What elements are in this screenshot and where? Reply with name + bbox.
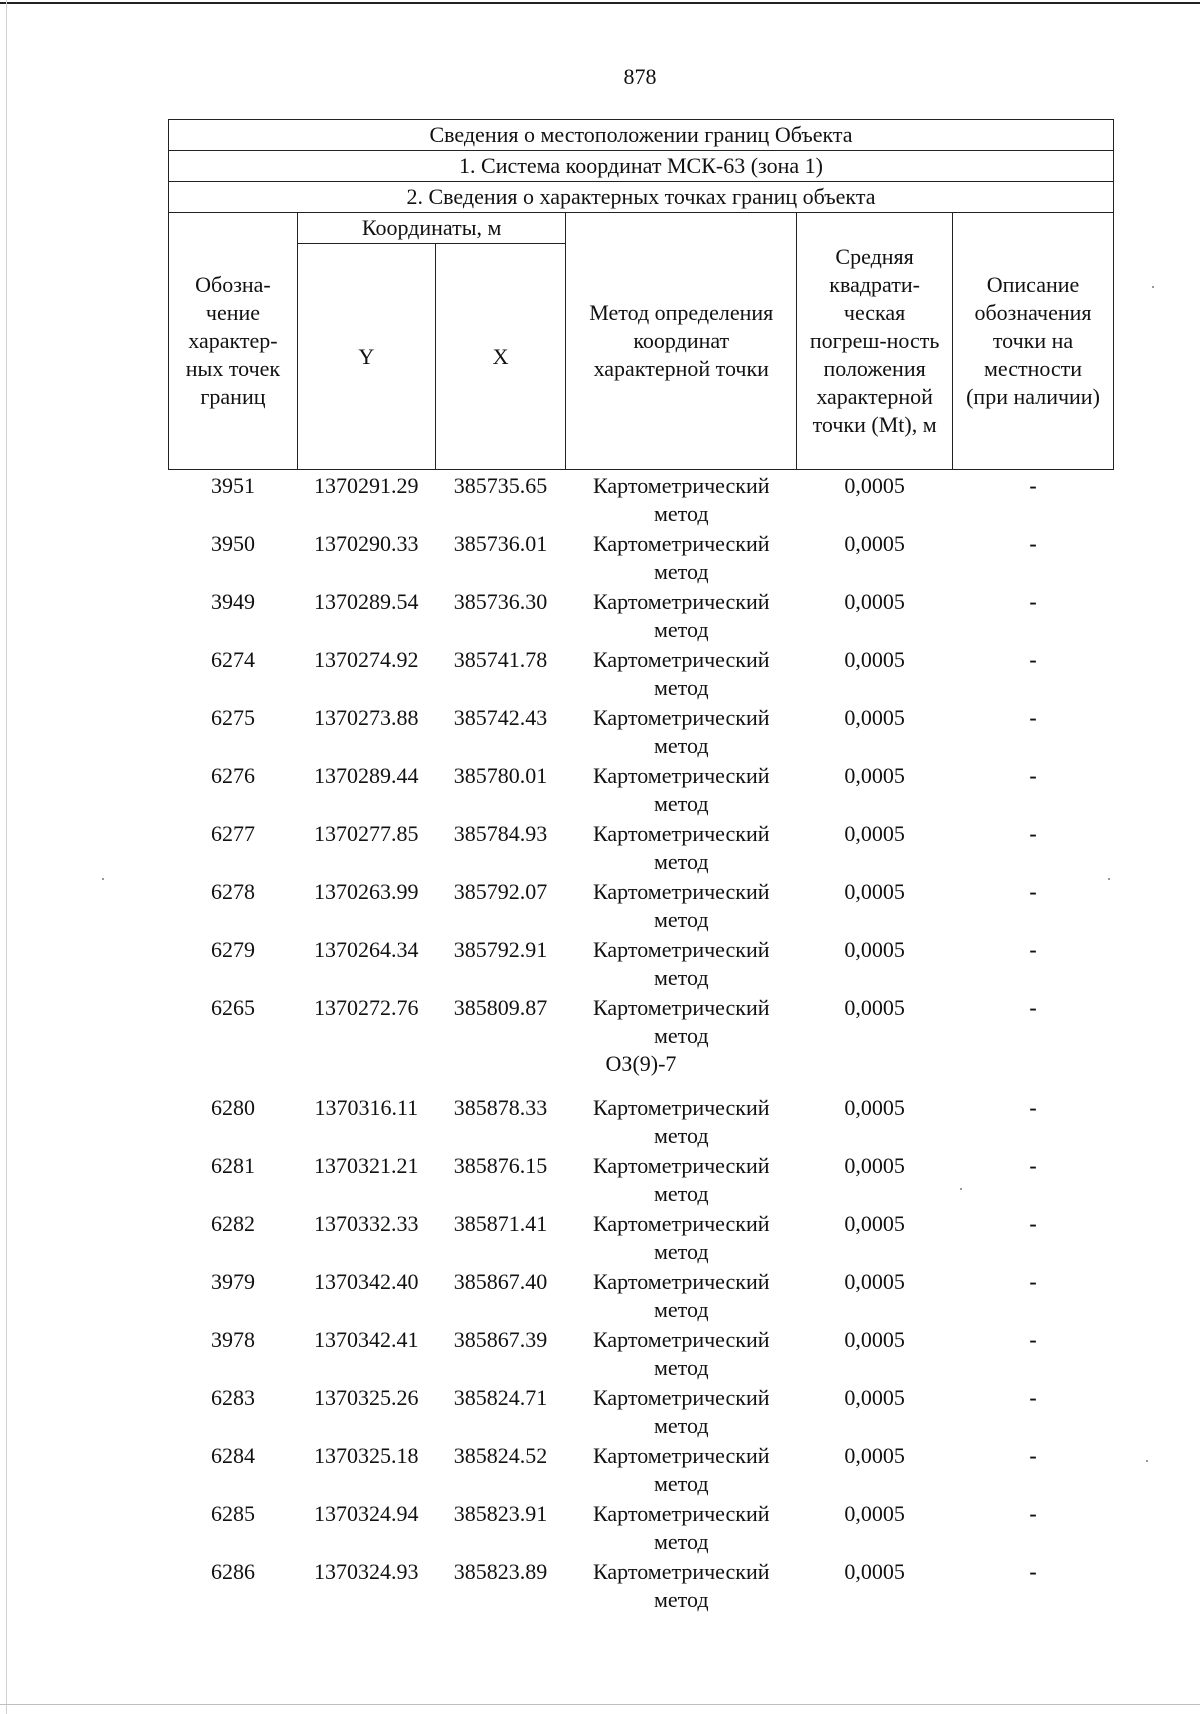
description-cell	[953, 1556, 1114, 1614]
error-cell-text: 0,0005	[844, 1269, 905, 1294]
header-error	[797, 213, 953, 470]
method-cell	[566, 644, 797, 702]
description-cell-text: -	[1029, 763, 1037, 788]
error-cell-text: 0,0005	[844, 1153, 905, 1178]
coord-x-cell	[435, 644, 566, 702]
error-cell	[797, 1092, 953, 1150]
coord-x-cell-text: 385784.93	[453, 821, 548, 846]
coord-y-cell	[297, 586, 435, 644]
coord-x-cell	[435, 1382, 566, 1440]
scan-left-edge	[6, 0, 7, 1714]
coord-y-cell-text: 1370272.76	[314, 995, 419, 1020]
error-cell	[797, 992, 953, 1050]
point-id-cell	[169, 644, 298, 702]
description-cell	[953, 1092, 1114, 1150]
description-cell	[953, 1498, 1114, 1556]
table-row	[169, 1092, 1114, 1150]
coord-y-cell	[297, 1208, 435, 1266]
table-row	[169, 876, 1114, 934]
method-cell-text: Картометрический метод	[593, 1385, 770, 1438]
header-description-text: Описание обозначения точки на местности (при наличии)	[966, 272, 1100, 409]
method-cell	[566, 1150, 797, 1208]
point-id-cell-text: 6280	[210, 1095, 255, 1120]
point-id-cell-text: 3949	[210, 589, 255, 614]
method-cell	[566, 1092, 797, 1150]
error-cell	[797, 934, 953, 992]
description-cell	[953, 1208, 1114, 1266]
method-cell	[566, 528, 797, 586]
coord-y-cell	[297, 528, 435, 586]
table-row	[169, 1150, 1114, 1208]
method-cell-text: Картометрический метод	[593, 1501, 770, 1554]
coord-x-cell-text: 385792.91	[453, 937, 548, 962]
scan-speck	[1108, 878, 1110, 880]
table-row	[169, 760, 1114, 818]
description-cell-text: -	[1029, 531, 1037, 556]
description-cell	[953, 586, 1114, 644]
coord-y-cell-text: 1370342.41	[314, 1327, 419, 1352]
method-cell-text: Картометрический метод	[593, 531, 770, 584]
point-id-cell	[169, 818, 298, 876]
coord-x-cell	[435, 992, 566, 1050]
coord-y-cell	[297, 644, 435, 702]
description-cell	[953, 760, 1114, 818]
error-cell	[797, 1556, 953, 1614]
table-row	[169, 1556, 1114, 1614]
description-cell	[953, 934, 1114, 992]
description-cell-text: -	[1029, 995, 1037, 1020]
table-row	[169, 1498, 1114, 1556]
error-cell	[797, 528, 953, 586]
description-cell	[953, 470, 1114, 529]
table-row	[169, 470, 1114, 529]
coord-y-cell-text: 1370324.94	[314, 1501, 419, 1526]
point-id-cell-text: 6286	[210, 1559, 255, 1584]
coordinate-system-title: 1. Система координат МСК-63 (зона 1)	[169, 151, 1114, 182]
error-cell	[797, 1382, 953, 1440]
method-cell	[566, 1382, 797, 1440]
scan-speck	[960, 1188, 962, 1190]
coord-y-cell-text: 1370277.85	[314, 821, 419, 846]
coord-x-cell	[435, 1092, 566, 1150]
header-method-text: Метод определения координат характерной точки	[589, 300, 774, 381]
header-coordinates: Координаты, м	[297, 213, 565, 244]
coord-x-cell	[435, 470, 566, 529]
description-cell	[953, 992, 1114, 1050]
coord-y-cell-text: 1370291.29	[314, 473, 419, 498]
scan-bottom-edge	[0, 1704, 1200, 1705]
coord-x-cell-text: 385878.33	[453, 1095, 548, 1120]
error-cell-text: 0,0005	[844, 821, 905, 846]
point-id-cell-text: 6276	[210, 763, 255, 788]
coord-x-cell	[435, 1498, 566, 1556]
coord-y-cell-text: 1370289.54	[314, 589, 419, 614]
coord-x-cell	[435, 1556, 566, 1614]
point-id-cell	[169, 1092, 298, 1150]
header-description	[953, 213, 1114, 470]
error-cell-text: 0,0005	[844, 1559, 905, 1584]
coord-y-cell	[297, 760, 435, 818]
table-row	[169, 586, 1114, 644]
description-cell-text: -	[1029, 1153, 1037, 1178]
method-cell-text: Картометрический метод	[593, 589, 770, 642]
coord-y-cell-text: 1370325.18	[314, 1443, 419, 1468]
error-cell	[797, 760, 953, 818]
point-id-cell-text: 6279	[210, 937, 255, 962]
point-id-cell-text: 6285	[210, 1501, 255, 1526]
header-error-text: Средняя квадрати-ческая погреш-ность положения характерной точки (Mt), м	[809, 244, 940, 437]
point-id-cell	[169, 1266, 298, 1324]
description-cell	[953, 1382, 1114, 1440]
point-id-cell-text: 3979	[210, 1269, 255, 1294]
description-cell-text: -	[1029, 1559, 1037, 1584]
error-cell-text: 0,0005	[844, 937, 905, 962]
description-cell	[953, 1266, 1114, 1324]
error-cell-text: 0,0005	[844, 1501, 905, 1526]
description-cell-text: -	[1029, 1211, 1037, 1236]
method-cell	[566, 818, 797, 876]
coord-x-cell-text: 385823.89	[453, 1559, 548, 1584]
method-cell-text: Картометрический метод	[593, 763, 770, 816]
coord-y-cell-text: 1370273.88	[314, 705, 419, 730]
point-id-cell	[169, 1440, 298, 1498]
method-cell-text: Картометрический метод	[593, 1327, 770, 1380]
coord-x-cell	[435, 528, 566, 586]
header-point-label-text: Обозна-чение характер-ных точек границ	[185, 272, 281, 409]
header-point-label	[169, 213, 298, 470]
table-row	[169, 1324, 1114, 1382]
error-cell-text: 0,0005	[844, 763, 905, 788]
coord-y-cell-text: 1370289.44	[314, 763, 419, 788]
coord-y-cell-text: 1370264.34	[314, 937, 419, 962]
description-cell	[953, 702, 1114, 760]
error-cell	[797, 1150, 953, 1208]
coord-x-cell-text: 385824.71	[453, 1385, 548, 1410]
error-cell-text: 0,0005	[844, 1385, 905, 1410]
coord-x-cell	[435, 1150, 566, 1208]
coord-x-cell	[435, 1440, 566, 1498]
coord-y-cell	[297, 934, 435, 992]
point-id-cell	[169, 934, 298, 992]
error-cell	[797, 1266, 953, 1324]
description-cell-text: -	[1029, 1095, 1037, 1120]
error-cell-text: 0,0005	[844, 879, 905, 904]
error-cell	[797, 1440, 953, 1498]
coord-y-cell-text: 1370332.33	[314, 1211, 419, 1236]
header-y: Y	[297, 244, 435, 470]
coord-x-cell-text: 385735.65	[453, 473, 548, 498]
coord-y-cell-text: 1370274.92	[314, 647, 419, 672]
point-id-cell	[169, 1208, 298, 1266]
description-cell-text: -	[1029, 1269, 1037, 1294]
description-cell	[953, 818, 1114, 876]
description-cell	[953, 876, 1114, 934]
error-cell-text: 0,0005	[844, 995, 905, 1020]
error-cell-text: 0,0005	[844, 1327, 905, 1352]
header-method	[566, 213, 797, 470]
table-row	[169, 1382, 1114, 1440]
description-cell-text: -	[1029, 1327, 1037, 1352]
method-cell-text: Картометрический метод	[593, 937, 770, 990]
point-id-cell-text: 6277	[210, 821, 255, 846]
point-id-cell-text: 6281	[210, 1153, 255, 1178]
coord-y-cell	[297, 470, 435, 529]
error-cell-text: 0,0005	[844, 473, 905, 498]
coord-x-cell	[435, 586, 566, 644]
point-id-cell	[169, 470, 298, 529]
scan-speck	[1146, 1460, 1148, 1462]
point-id-cell-text: 3950	[210, 531, 255, 556]
error-cell	[797, 702, 953, 760]
coord-y-cell-text: 1370263.99	[314, 879, 419, 904]
description-cell	[953, 644, 1114, 702]
error-cell	[797, 1324, 953, 1382]
coord-y-cell	[297, 1266, 435, 1324]
point-id-cell-text: 3978	[210, 1327, 255, 1352]
point-id-cell	[169, 760, 298, 818]
error-cell-text: 0,0005	[844, 1095, 905, 1120]
method-cell-text: Картометрический метод	[593, 1095, 770, 1148]
section-label: ОЗ(9)-7	[605, 1051, 677, 1076]
description-cell	[953, 1150, 1114, 1208]
point-id-cell	[169, 1498, 298, 1556]
coord-y-cell-text: 1370325.26	[314, 1385, 419, 1410]
table-row	[169, 644, 1114, 702]
scan-speck	[1152, 286, 1154, 288]
method-cell	[566, 1266, 797, 1324]
description-cell-text: -	[1029, 1385, 1037, 1410]
point-id-cell-text: 6284	[210, 1443, 255, 1468]
method-cell	[566, 586, 797, 644]
page-number: 878	[623, 64, 657, 89]
error-cell	[797, 586, 953, 644]
error-cell	[797, 470, 953, 529]
table-row	[169, 1440, 1114, 1498]
method-cell-text: Картометрический метод	[593, 1559, 770, 1612]
coord-x-cell-text: 385876.15	[453, 1153, 548, 1178]
coord-y-cell	[297, 818, 435, 876]
description-cell	[953, 528, 1114, 586]
coord-y-cell	[297, 1382, 435, 1440]
point-id-cell	[169, 1150, 298, 1208]
coord-y-cell	[297, 1324, 435, 1382]
point-id-cell	[169, 876, 298, 934]
scan-speck	[102, 878, 104, 880]
coord-y-cell	[297, 992, 435, 1050]
method-cell-text: Картометрический метод	[593, 995, 770, 1048]
error-cell-text: 0,0005	[844, 531, 905, 556]
method-cell-text: Картометрический метод	[593, 473, 770, 526]
point-id-cell	[169, 586, 298, 644]
point-id-cell-text: 6274	[210, 647, 255, 672]
coord-x-cell-text: 385741.78	[453, 647, 548, 672]
error-cell-text: 0,0005	[844, 589, 905, 614]
error-cell-text: 0,0005	[844, 1443, 905, 1468]
scan-top-edge	[0, 2, 1200, 4]
point-id-cell	[169, 702, 298, 760]
error-cell-text: 0,0005	[844, 647, 905, 672]
coord-x-cell	[435, 702, 566, 760]
coord-y-cell	[297, 702, 435, 760]
point-id-cell-text: 6278	[210, 879, 255, 904]
error-cell-text: 0,0005	[844, 705, 905, 730]
coord-x-cell	[435, 818, 566, 876]
coord-x-cell-text: 385824.52	[453, 1443, 548, 1468]
method-cell	[566, 1208, 797, 1266]
method-cell-text: Картометрический метод	[593, 1443, 770, 1496]
point-id-cell	[169, 528, 298, 586]
description-cell	[953, 1324, 1114, 1382]
description-cell-text: -	[1029, 1501, 1037, 1526]
method-cell-text: Картометрический метод	[593, 705, 770, 758]
coord-y-cell-text: 1370290.33	[314, 531, 419, 556]
method-cell	[566, 1324, 797, 1382]
table-row	[169, 1208, 1114, 1266]
method-cell	[566, 934, 797, 992]
coord-x-cell-text: 385792.07	[453, 879, 548, 904]
point-id-cell-text: 6275	[210, 705, 255, 730]
method-cell-text: Картометрический метод	[593, 821, 770, 874]
coord-x-cell	[435, 1324, 566, 1382]
table-body	[169, 470, 1114, 1615]
error-cell	[797, 644, 953, 702]
error-cell	[797, 1208, 953, 1266]
boundary-points-table	[168, 119, 1114, 1614]
section-label-row	[169, 1050, 1114, 1092]
point-id-cell-text: 6283	[210, 1385, 255, 1410]
coord-x-cell-text: 385867.39	[453, 1327, 548, 1352]
table-header	[169, 120, 1114, 470]
point-id-cell	[169, 992, 298, 1050]
error-cell	[797, 876, 953, 934]
method-cell	[566, 992, 797, 1050]
coord-x-cell	[435, 876, 566, 934]
method-cell-text: Картометрический метод	[593, 1211, 770, 1264]
method-cell	[566, 1498, 797, 1556]
description-cell	[953, 1440, 1114, 1498]
method-cell	[566, 702, 797, 760]
coord-x-cell-text: 385736.01	[453, 531, 548, 556]
description-cell-text: -	[1029, 879, 1037, 904]
coord-y-cell-text: 1370342.40	[314, 1269, 419, 1294]
error-cell	[797, 1498, 953, 1556]
method-cell	[566, 1440, 797, 1498]
coord-x-cell-text: 385871.41	[453, 1211, 548, 1236]
coord-y-cell	[297, 1556, 435, 1614]
error-cell-text: 0,0005	[844, 1211, 905, 1236]
coord-x-cell-text: 385809.87	[453, 995, 548, 1020]
coord-x-cell-text: 385823.91	[453, 1501, 548, 1526]
point-id-cell-text: 6265	[210, 995, 255, 1020]
method-cell-text: Картометрический метод	[593, 1153, 770, 1206]
point-id-cell-text: 6282	[210, 1211, 255, 1236]
table-row	[169, 1266, 1114, 1324]
table-row	[169, 992, 1114, 1050]
coord-y-cell-text: 1370316.11	[314, 1095, 419, 1120]
method-cell	[566, 876, 797, 934]
header-x: X	[435, 244, 566, 470]
method-cell	[566, 1556, 797, 1614]
description-cell-text: -	[1029, 589, 1037, 614]
point-id-cell	[169, 1324, 298, 1382]
table-row	[169, 528, 1114, 586]
description-cell-text: -	[1029, 473, 1037, 498]
method-cell-text: Картометрический метод	[593, 1269, 770, 1322]
coord-x-cell	[435, 1208, 566, 1266]
table-row	[169, 702, 1114, 760]
table-row	[169, 934, 1114, 992]
description-cell-text: -	[1029, 705, 1037, 730]
coord-x-cell	[435, 760, 566, 818]
coord-y-cell	[297, 1498, 435, 1556]
point-id-cell-text: 3951	[210, 473, 255, 498]
coord-x-cell-text: 385867.40	[453, 1269, 548, 1294]
table-row	[169, 818, 1114, 876]
coord-y-cell-text: 1370324.93	[314, 1559, 419, 1584]
description-cell-text: -	[1029, 647, 1037, 672]
table-title: Сведения о местоположении границ Объекта	[169, 120, 1114, 151]
coord-x-cell	[435, 934, 566, 992]
method-cell	[566, 760, 797, 818]
description-cell-text: -	[1029, 1443, 1037, 1468]
description-cell-text: -	[1029, 821, 1037, 846]
point-id-cell	[169, 1556, 298, 1614]
coord-y-cell	[297, 876, 435, 934]
point-id-cell	[169, 1382, 298, 1440]
coord-y-cell	[297, 1092, 435, 1150]
coord-y-cell-text: 1370321.21	[314, 1153, 419, 1178]
coord-x-cell-text: 385742.43	[453, 705, 548, 730]
coord-x-cell-text: 385780.01	[453, 763, 548, 788]
method-cell-text: Картометрический метод	[593, 879, 770, 932]
coord-y-cell	[297, 1150, 435, 1208]
method-cell-text: Картометрический метод	[593, 647, 770, 700]
error-cell	[797, 818, 953, 876]
coord-x-cell-text: 385736.30	[453, 589, 548, 614]
description-cell-text: -	[1029, 937, 1037, 962]
points-section-title: 2. Сведения о характерных точках границ объекта	[169, 182, 1114, 213]
method-cell	[566, 470, 797, 529]
coord-y-cell	[297, 1440, 435, 1498]
coord-x-cell	[435, 1266, 566, 1324]
